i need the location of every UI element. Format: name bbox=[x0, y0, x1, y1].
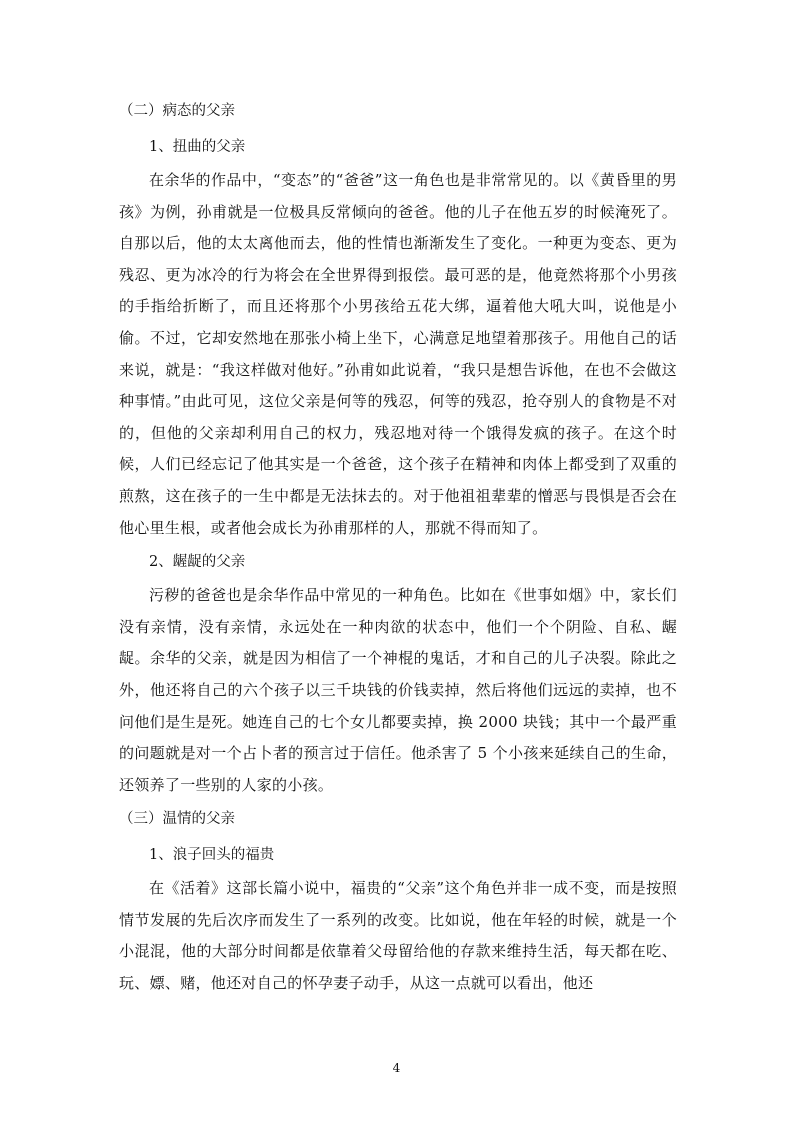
paragraph-dirty-father: 污秽的爸爸也是余华作品中常见的一种角色。比如在《世事如烟》中，家长们没有亲情，没有亲情，永远处在一种肉欲的状态中，他们一个个阴险、自私、龌龊。余华的父亲，就是因为相信了一个神棍的鬼话，才和自己的儿子决裂。除此之外，他还将自己的六个孩子以三千块钱的价钱卖掉，然后将他们远远的卖掉，也不问他们是生是死。她连自己的七个女儿都要卖掉，换 2000 块钱；其中一个最严重的问题就是对一个占卜者的预言过于信任。他杀害了 5 个小孩来延续自己的生命，还领养了一些别的人家的小孩。 bbox=[119, 586, 677, 794]
paragraph-fugui: 在《活着》这部长篇小说中，福贵的“父亲”这个角色并非一成不变，而是按照情节发展的先后次序而发生了一系列的改变。比如说，他在年轻的时候，就是一个小混混，他的大部分时间都是依靠着父母留给他的存款来维持生活，每天都在吃、玩、嫖、赌，他还对自己的怀孕妻子动手，从这一点就可以看出，他还 bbox=[119, 879, 677, 993]
section-heading-warm-father: （三）温情的父亲 bbox=[119, 811, 235, 828]
subsection-heading-fugui: 1、浪子回头的福贵 bbox=[149, 847, 275, 864]
section-heading-sick-father: （二）病态的父亲 bbox=[119, 103, 235, 119]
page-number: 4 bbox=[392, 1061, 401, 1075]
page-body bbox=[119, 93, 677, 1000]
subsection-heading-twisted-father: 1、扭曲的父亲 bbox=[149, 139, 246, 155]
paragraph-twisted-father: 在余华的作品中，“变态”的“爸爸”这一角色也是非常常见的。以《黄昏里的男孩》为例，孙甫就是一位极具反常倾向的爸爸。他的儿子在他五岁的时候淹死了。自那以后，他的太太离他而去，他的性情也渐渐发生了变化。一种更为变态、更为残忍、更为冰冷的行为将会在全世界得到报偿。最可恶的是，他竟然将那个小男孩的手指给折断了，而且还将那个小男孩给五花大绑，逼着他大吼大叫，说他是小偷。不过，它却安然地在那张小椅上坐下，心满意足地望着那孩子。用他自己的话来说，就是：“我这样做对他好。”孙甫如此说着，“我只是想告诉他，在也不会做这种事情。”由此可见，这位父亲是何等的残忍，何等的残忍，抢夺别人的食物是不对的，但他的父亲却利用自己的权力，残忍地对待一个饿得发疯的孩子。在这个时候，人们已经忘记了他其实是一个爸爸，这个孩子在精神和肉体上都受到了双重的煎熬，这在孩子的一生中都是无法抹去的。对于他祖祖辈辈的憎恶与畏惧是否会在他心里生根，或者他会成长为孙甫那样的人，那就不得而知了。 bbox=[119, 171, 677, 537]
subsection-heading-dirty-father: 2、龌龊的父亲 bbox=[149, 554, 246, 571]
